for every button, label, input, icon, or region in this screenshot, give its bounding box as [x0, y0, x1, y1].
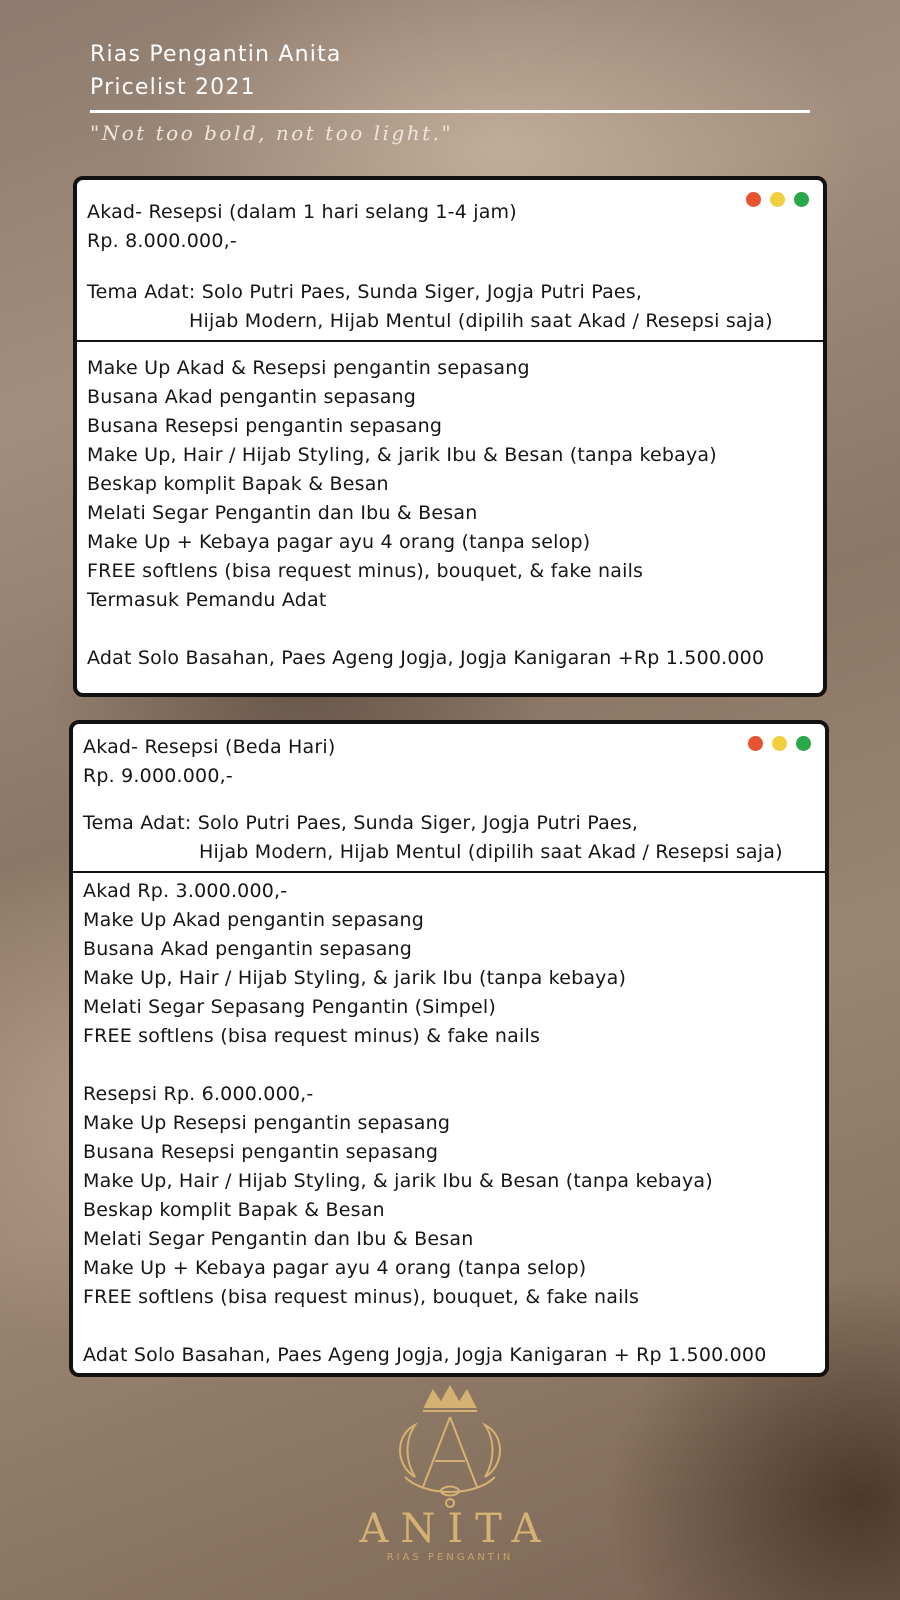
- package-2-title: Akad- Resepsi (Beda Hari): [83, 736, 336, 758]
- window-controls: [746, 192, 809, 207]
- list-item: Make Up Akad & Resepsi pengantin sepasang: [87, 357, 530, 379]
- package-2-extra: Adat Solo Basahan, Paes Ageng Jogja, Jogja Kanigaran + Rp 1.500.000: [83, 1344, 767, 1366]
- window-controls: [748, 736, 811, 751]
- list-item: Make Up, Hair / Hijab Styling, & jarik Ibu (tanpa kebaya): [83, 967, 627, 989]
- package-2-tema-line2: Hijab Modern, Hijab Mentul (dipilih saat Akad / Resepsi saja): [199, 841, 783, 863]
- header-divider: [90, 110, 810, 113]
- brand-subtitle: RIAS PENGANTIN: [386, 1552, 514, 1563]
- list-item: FREE softlens (bisa request minus) & fake nails: [83, 1025, 541, 1047]
- list-item: Make Up + Kebaya pagar ayu 4 orang (tanpa selop): [83, 1257, 587, 1279]
- package-1-title: Akad- Resepsi (dalam 1 hari selang 1-4 jam): [87, 201, 517, 223]
- page-title: Rias Pengantin Anita: [90, 42, 342, 67]
- yellow-dot-icon[interactable]: [772, 736, 787, 751]
- list-item: Busana Akad pengantin sepasang: [87, 386, 417, 408]
- list-item: Melati Segar Pengantin dan Ibu & Besan: [83, 1228, 474, 1250]
- list-item: Busana Akad pengantin sepasang: [83, 938, 413, 960]
- package-1-tema-line1: Tema Adat: Solo Putri Paes, Sunda Siger, Jogja Putri Paes,: [87, 281, 643, 303]
- package-card-1: [73, 176, 827, 697]
- package-1-header: [77, 180, 823, 336]
- package-2-header: [73, 724, 825, 867]
- green-dot-icon[interactable]: [796, 736, 811, 751]
- list-item: Make Up Resepsi pengantin sepasang: [83, 1112, 451, 1134]
- package-2-price: Rp. 9.000.000,-: [83, 765, 233, 787]
- header: [90, 38, 810, 145]
- page-subtitle: Pricelist 2021: [90, 75, 256, 100]
- package-card-2: [69, 720, 829, 1377]
- brand-logo: [335, 1385, 565, 1575]
- list-item: Busana Resepsi pengantin sepasang: [83, 1141, 439, 1163]
- package-1-extra: Adat Solo Basahan, Paes Ageng Jogja, Jogja Kanigaran +Rp 1.500.000: [87, 647, 765, 669]
- green-dot-icon[interactable]: [794, 192, 809, 207]
- list-item: Melati Segar Pengantin dan Ibu & Besan: [87, 502, 478, 524]
- list-item: Busana Resepsi pengantin sepasang: [87, 415, 443, 437]
- tagline: "Not too bold, not too light.": [90, 121, 454, 145]
- package-1-price: Rp. 8.000.000,-: [87, 230, 237, 252]
- package-2-items: [73, 873, 825, 1370]
- package-1-items: [77, 342, 823, 673]
- brand-name: ANITA: [359, 1506, 553, 1552]
- list-item: Make Up + Kebaya pagar ayu 4 orang (tanpa selop): [87, 531, 591, 553]
- resepsi-heading: Resepsi Rp. 6.000.000,-: [83, 1083, 314, 1105]
- list-item: Make Up Akad pengantin sepasang: [83, 909, 424, 931]
- package-1-tema-line2: Hijab Modern, Hijab Mentul (dipilih saat Akad / Resepsi saja): [189, 310, 773, 332]
- list-item: FREE softlens (bisa request minus), bouquet, & fake nails: [87, 560, 644, 582]
- yellow-dot-icon[interactable]: [770, 192, 785, 207]
- package-2-tema-line1: Tema Adat: Solo Putri Paes, Sunda Siger, Jogja Putri Paes,: [83, 812, 639, 834]
- list-item: Melati Segar Sepasang Pengantin (Simpel): [83, 996, 496, 1018]
- list-item: Beskap komplit Bapak & Besan: [87, 473, 389, 495]
- list-item: FREE softlens (bisa request minus), bouquet, & fake nails: [83, 1286, 640, 1308]
- red-dot-icon[interactable]: [748, 736, 763, 751]
- list-item: Make Up, Hair / Hijab Styling, & jarik Ibu & Besan (tanpa kebaya): [83, 1170, 713, 1192]
- list-item: Make Up, Hair / Hijab Styling, & jarik Ibu & Besan (tanpa kebaya): [87, 444, 717, 466]
- list-item: Termasuk Pemandu Adat: [87, 589, 327, 611]
- red-dot-icon[interactable]: [746, 192, 761, 207]
- list-item: Beskap komplit Bapak & Besan: [83, 1199, 385, 1221]
- crown-monogram-icon: [375, 1385, 525, 1510]
- akad-heading: Akad Rp. 3.000.000,-: [83, 880, 288, 902]
